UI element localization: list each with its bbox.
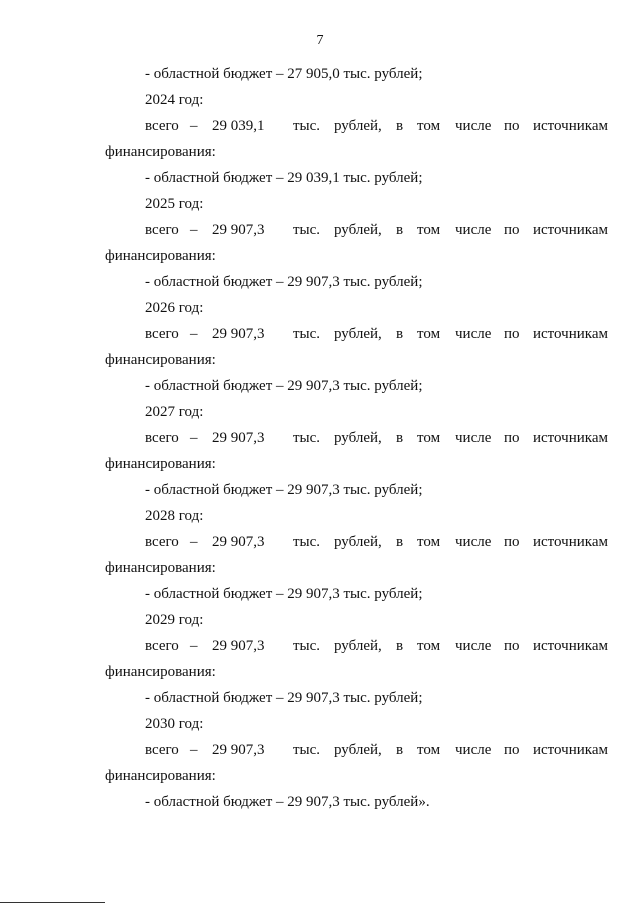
funding-total-word: том [417,222,441,238]
funding-total-word: тыс. [293,430,321,446]
funding-total-word: числе [455,326,492,342]
funding-total-word: по [504,742,520,758]
funding-total-word: по [504,638,520,654]
funding-total-word: по [504,430,520,446]
funding-total-word: всего [145,534,179,550]
footer-rule [0,902,105,903]
funding-total-word: по [504,222,520,238]
funding-total-word: рублей, [334,742,382,758]
funding-total-word: числе [455,118,492,134]
funding-total-word: том [417,430,441,446]
paragraph-line: - областной бюджет – 29 907,3 тыс. рублей; [145,586,423,602]
funding-total-word: рублей, [334,534,382,550]
funding-total-word: всего [145,430,179,446]
funding-total-word: всего [145,118,179,134]
paragraph-line: 2027 год: [145,404,204,420]
funding-total-word: числе [455,742,492,758]
funding-total-word: – [190,118,198,134]
funding-total-word: по [504,534,520,550]
funding-total-word: 29 907,3 [212,534,265,550]
funding-total-word: тыс. [293,118,321,134]
funding-total-word: источникам [533,534,608,550]
page-number: 7 [316,33,324,48]
funding-total-line [0,428,640,454]
funding-total-word: – [190,638,198,654]
funding-total-line [0,532,640,558]
paragraph-line: - областной бюджет – 29 907,3 тыс. рублей». [145,794,430,810]
funding-total-word: источникам [533,742,608,758]
funding-total-word: 29 039,1 [212,118,265,134]
funding-total-word: рублей, [334,638,382,654]
paragraph-line: 2028 год: [145,508,204,524]
funding-total-word: в [396,222,404,238]
funding-total-word: в [396,534,404,550]
funding-total-line [0,116,640,142]
continuation-line: финансирования: [105,560,216,576]
funding-total-word: числе [455,222,492,238]
funding-total-word: всего [145,326,179,342]
funding-total-word: том [417,118,441,134]
funding-total-word: тыс. [293,638,321,654]
funding-total-word: в [396,326,404,342]
funding-total-word: том [417,534,441,550]
funding-total-word: – [190,534,198,550]
funding-total-line [0,324,640,350]
funding-total-word: тыс. [293,326,321,342]
funding-total-word: числе [455,534,492,550]
funding-total-word: числе [455,638,492,654]
funding-total-word: по [504,326,520,342]
paragraph-line: 2029 год: [145,612,204,628]
paragraph-line: - областной бюджет – 29 907,3 тыс. рублей; [145,378,423,394]
funding-total-word: – [190,222,198,238]
funding-total-word: – [190,430,198,446]
continuation-line: финансирования: [105,352,216,368]
funding-total-word: в [396,638,404,654]
funding-total-word: том [417,326,441,342]
paragraph-line: 2026 год: [145,300,204,316]
funding-total-word: рублей, [334,118,382,134]
paragraph-line: - областной бюджет – 29 039,1 тыс. рублей; [145,170,423,186]
continuation-line: финансирования: [105,144,216,160]
funding-total-word: всего [145,742,179,758]
paragraph-line: - областной бюджет – 29 907,3 тыс. рублей; [145,482,423,498]
paragraph-line: 2024 год: [145,92,204,108]
funding-total-word: источникам [533,222,608,238]
funding-total-word: источникам [533,326,608,342]
continuation-line: финансирования: [105,768,216,784]
funding-total-word: всего [145,638,179,654]
paragraph-line: 2030 год: [145,716,204,732]
funding-total-word: рублей, [334,222,382,238]
funding-total-word: всего [145,222,179,238]
funding-total-word: том [417,742,441,758]
funding-total-word: том [417,638,441,654]
funding-total-word: источникам [533,638,608,654]
funding-total-word: в [396,118,404,134]
funding-total-line [0,740,640,766]
funding-total-word: – [190,326,198,342]
funding-total-line [0,636,640,662]
paragraph-line: - областной бюджет – 27 905,0 тыс. рублей; [145,66,423,82]
funding-total-word: тыс. [293,534,321,550]
continuation-line: финансирования: [105,664,216,680]
funding-total-word: числе [455,430,492,446]
funding-total-word: по [504,118,520,134]
funding-total-word: рублей, [334,326,382,342]
continuation-line: финансирования: [105,248,216,264]
funding-total-word: в [396,742,404,758]
paragraph-line: 2025 год: [145,196,204,212]
funding-total-word: тыс. [293,742,321,758]
funding-total-word: 29 907,3 [212,742,265,758]
document-body [0,64,640,818]
funding-total-word: 29 907,3 [212,222,265,238]
funding-total-line [0,220,640,246]
funding-total-word: рублей, [334,430,382,446]
funding-total-word: – [190,742,198,758]
funding-total-word: в [396,430,404,446]
paragraph-line: - областной бюджет – 29 907,3 тыс. рублей; [145,274,423,290]
funding-total-word: 29 907,3 [212,430,265,446]
funding-total-word: тыс. [293,222,321,238]
funding-total-word: 29 907,3 [212,638,265,654]
continuation-line: финансирования: [105,456,216,472]
funding-total-word: 29 907,3 [212,326,265,342]
funding-total-word: источникам [533,118,608,134]
funding-total-word: источникам [533,430,608,446]
paragraph-line: - областной бюджет – 29 907,3 тыс. рублей; [145,690,423,706]
